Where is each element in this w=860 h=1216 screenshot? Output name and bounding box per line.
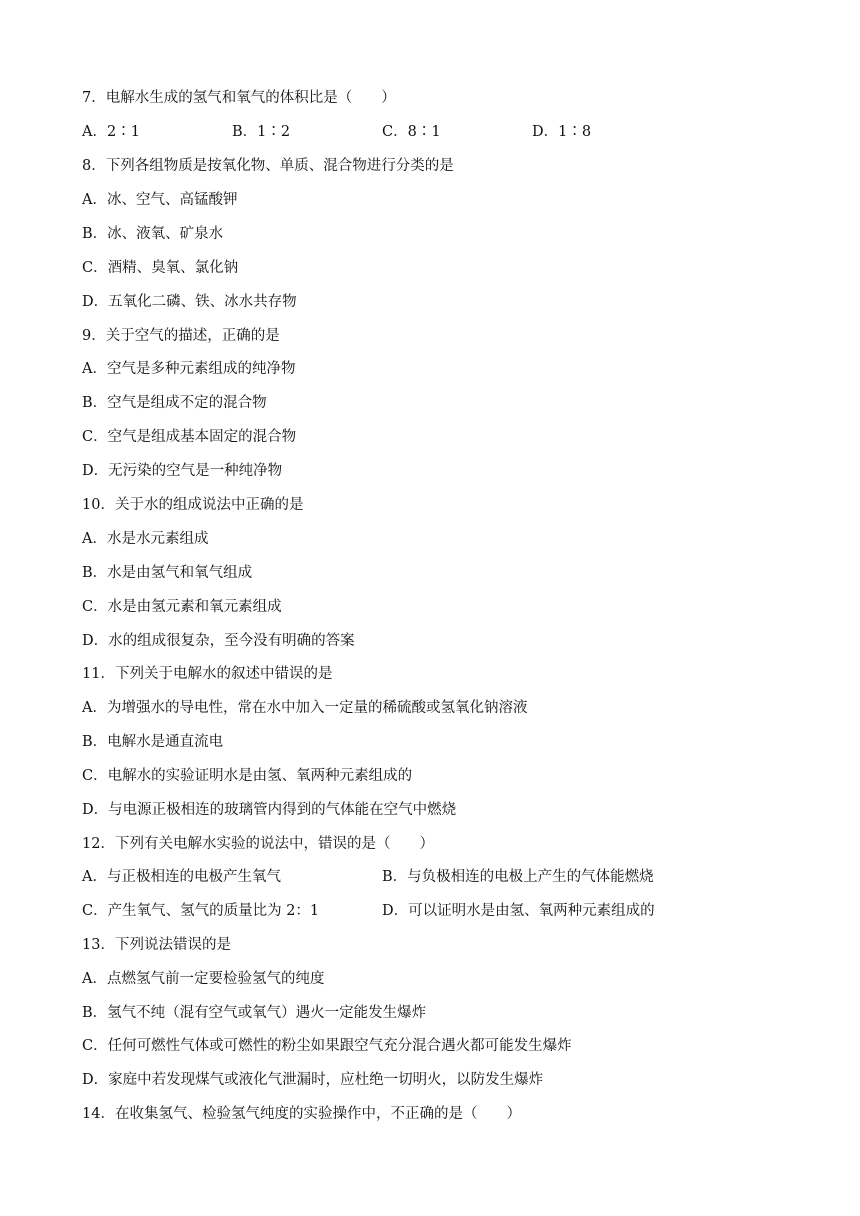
question-7-stem: 7．电解水生成的氢气和氧气的体积比是（ ） bbox=[82, 90, 396, 106]
question-13-option-b: B．氢气不纯（混有空气或氧气）遇火一定能发生爆炸 bbox=[82, 1005, 427, 1021]
question-8-option-a: A．冰、空气、高锰酸钾 bbox=[82, 192, 238, 208]
question-9-option-c: C．空气是组成基本固定的混合物 bbox=[82, 429, 297, 445]
question-8-option-d: D．五氧化二磷、铁、冰水共存物 bbox=[82, 294, 297, 310]
question-9-option-a: A．空气是多种元素组成的纯净物 bbox=[82, 361, 296, 377]
question-10-option-b: B．水是由氢气和氧气组成 bbox=[82, 565, 253, 581]
question-7-option-b: B．1∶2 bbox=[232, 124, 291, 140]
question-14-stem: 14．在收集氢气、检验氢气纯度的实验操作中，不正确的是（ ） bbox=[82, 1106, 521, 1122]
question-12-stem: 12．下列有关电解水实验的说法中，错误的是（ ） bbox=[82, 836, 434, 852]
question-10-option-d: D．水的组成很复杂，至今没有明确的答案 bbox=[82, 633, 355, 649]
question-12-option-d: D．可以证明水是由氢、氧两种元素组成的 bbox=[382, 903, 655, 919]
question-11-option-b: B．电解水是通直流电 bbox=[82, 734, 224, 750]
question-11-option-d: D．与电源正极相连的玻璃管内得到的气体能在空气中燃烧 bbox=[82, 802, 457, 818]
question-9-option-b: B．空气是组成不定的混合物 bbox=[82, 395, 267, 411]
question-11-option-c: C．电解水的实验证明水是由氢、氧两种元素组成的 bbox=[82, 768, 413, 784]
question-10-stem: 10．关于水的组成说法中正确的是 bbox=[82, 497, 304, 513]
question-13-option-d: D．家庭中若发现煤气或液化气泄漏时，应杜绝一切明火，以防发生爆炸 bbox=[82, 1072, 544, 1088]
question-10-option-c: C．水是由氢元素和氧元素组成 bbox=[82, 599, 282, 615]
question-13-stem: 13．下列说法错误的是 bbox=[82, 937, 231, 953]
question-12-option-c: C．产生氧气、氢气的质量比为 2：1 bbox=[82, 903, 320, 919]
question-8-stem: 8．下列各组物质是按氧化物、单质、混合物进行分类的是 bbox=[82, 158, 454, 174]
question-7-option-a: A．2∶1 bbox=[82, 124, 140, 140]
question-13-option-a: A．点燃氢气前一定要检验氢气的纯度 bbox=[82, 971, 325, 987]
question-9-option-d: D．无污染的空气是一种纯净物 bbox=[82, 463, 283, 479]
question-12-option-b: B．与负极相连的电极上产生的气体能燃烧 bbox=[382, 869, 654, 885]
question-7-option-c: C．8∶1 bbox=[382, 124, 441, 140]
question-8-option-c: C．酒精、臭氧、氯化钠 bbox=[82, 260, 239, 276]
question-10-option-a: A．水是水元素组成 bbox=[82, 531, 209, 547]
question-11-option-a: A．为增强水的导电性，常在水中加入一定量的稀硫酸或氢氧化钠溶液 bbox=[82, 700, 528, 716]
question-7-option-d: D．1∶8 bbox=[532, 124, 592, 140]
question-8-option-b: B．冰、液氧、矿泉水 bbox=[82, 226, 224, 242]
question-9-stem: 9．关于空气的描述，正确的是 bbox=[82, 328, 280, 344]
question-13-option-c: C．任何可燃性气体或可燃性的粉尘如果跟空气充分混合遇火都可能发生爆炸 bbox=[82, 1038, 572, 1054]
question-11-stem: 11．下列关于电解水的叙述中错误的是 bbox=[82, 666, 333, 682]
question-12-option-a: A．与正极相连的电极产生氧气 bbox=[82, 869, 281, 885]
